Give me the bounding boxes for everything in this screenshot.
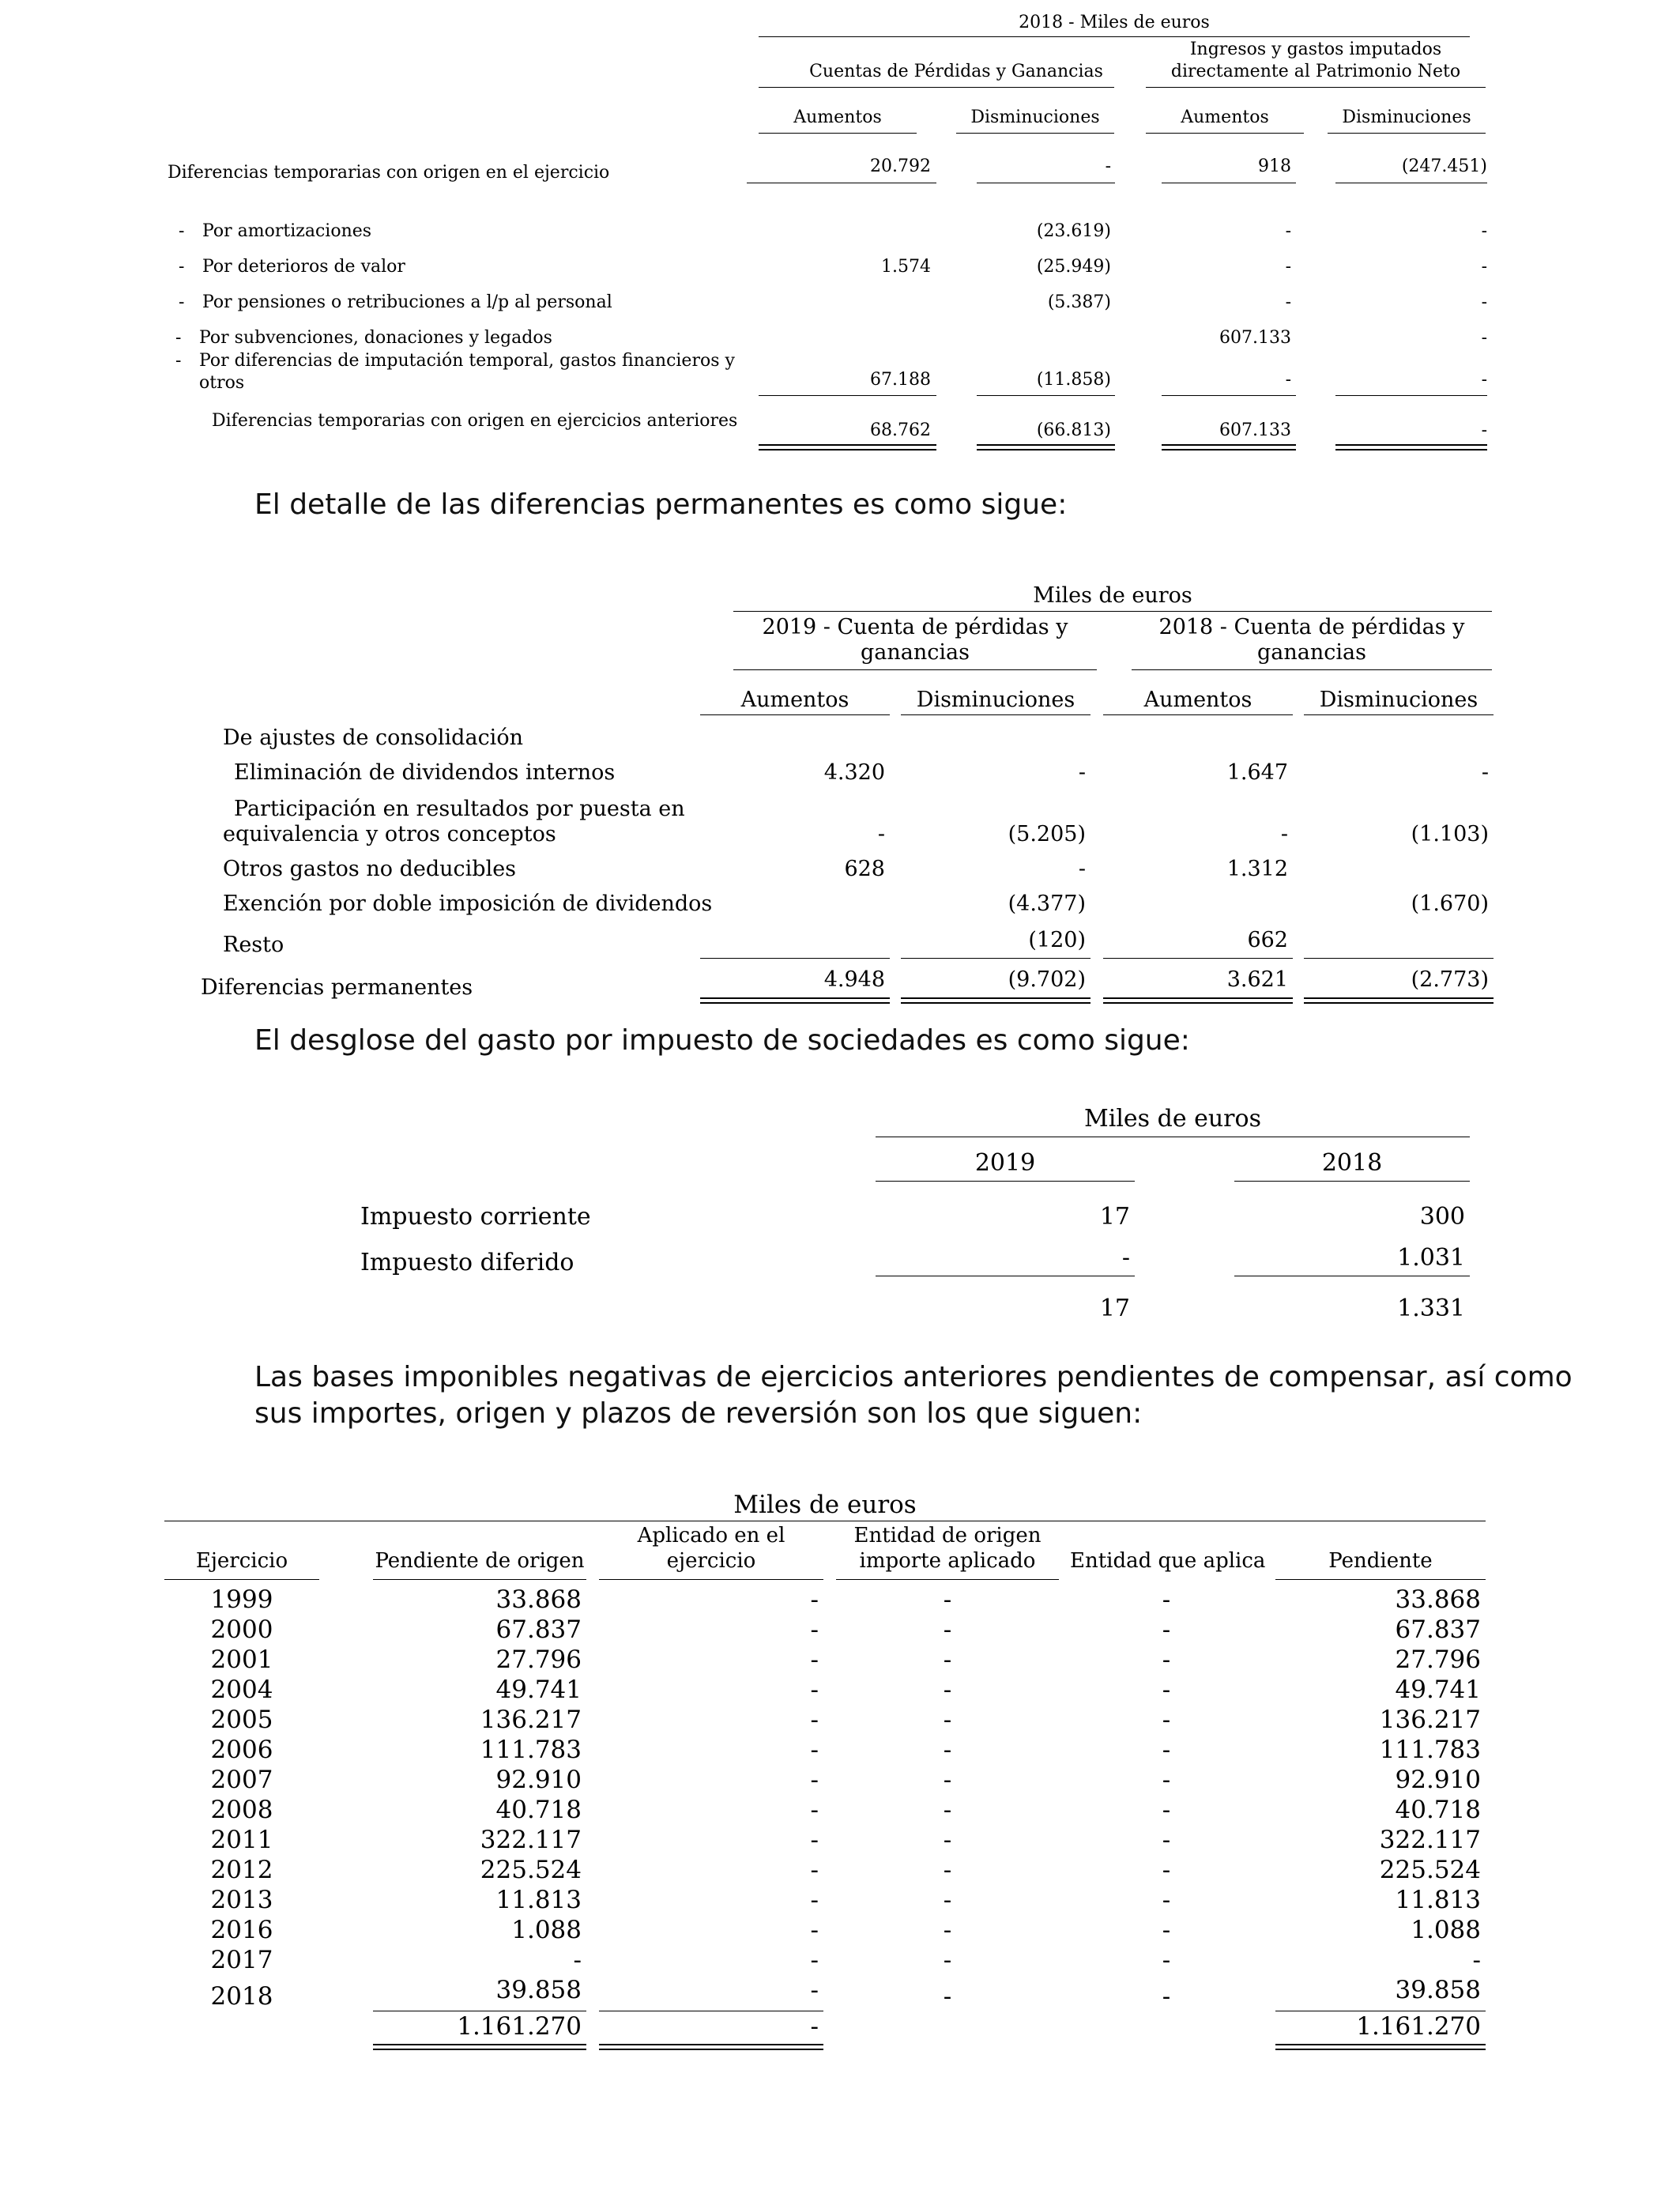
cell-pendiente: 33.868 [1395, 1585, 1481, 1614]
divider [1234, 1181, 1470, 1182]
cell-entidad-origen: - [943, 1585, 952, 1614]
cell: 20.792 [870, 156, 931, 176]
cell: - [1481, 257, 1487, 277]
cell-aplicado: - [810, 1736, 819, 1764]
cell-aplicado: - [810, 1826, 819, 1854]
col-aplicado: ejercicio [666, 1549, 756, 1573]
total-cell: 1.161.270 [457, 2012, 582, 2041]
cell-entidad-aplica: - [1162, 1676, 1171, 1704]
divider [1335, 395, 1487, 396]
table1-group-pn-2: directamente al Patrimonio Neto [1170, 62, 1461, 81]
cell: - [1481, 760, 1489, 785]
cell-aplicado: - [810, 1646, 819, 1674]
table1-group-pn-1: Ingresos y gastos imputados [1189, 40, 1442, 59]
table4-title: Miles de euros [733, 1491, 917, 1519]
divider [700, 958, 890, 959]
cell: (5.387) [1047, 292, 1111, 312]
row-label: Impuesto corriente [360, 1203, 591, 1231]
cell-entidad-origen: - [943, 1826, 952, 1854]
col-entidad-origen: Entidad de origen [853, 1524, 1042, 1547]
cell-pendiente: 49.741 [1395, 1676, 1481, 1704]
cell-ejercicio: 2001 [210, 1646, 273, 1674]
row-label: Por pensiones o retribuciones a l/p al personal [202, 292, 612, 312]
cell: 918 [1258, 156, 1291, 176]
cell-entidad-aplica: - [1162, 1585, 1171, 1614]
divider [1304, 958, 1494, 959]
cell: (23.619) [1036, 221, 1111, 241]
cell: (247.451) [1401, 156, 1487, 176]
divider [373, 1579, 586, 1580]
cell-aplicado: - [810, 1706, 819, 1734]
cell-ejercicio: 2007 [210, 1766, 273, 1794]
cell-ejercicio: 2008 [210, 1796, 273, 1824]
double-underline [1335, 444, 1487, 450]
cell-pendiente: 322.117 [1379, 1826, 1481, 1854]
col-pendiente: Pendiente [1328, 1549, 1433, 1573]
cell-pendiente: 111.783 [1379, 1736, 1481, 1764]
bullet: - [175, 351, 182, 371]
col-entidad-origen: importe aplicado [859, 1549, 1036, 1573]
bullet: - [179, 257, 185, 277]
col-aplicado: Aplicado en el [637, 1524, 785, 1547]
double-underline [373, 2044, 586, 2050]
divider [1132, 669, 1492, 670]
cell-pendiente-origen: 49.741 [495, 1676, 582, 1704]
cell-entidad-origen: - [943, 1856, 952, 1884]
cell-pendiente-origen: 67.837 [495, 1615, 582, 1644]
cell-pendiente-origen: 39.858 [495, 1976, 582, 2004]
divider [759, 36, 1470, 37]
cell: (120) [1028, 928, 1086, 952]
cell: - [1481, 420, 1487, 440]
cell-ejercicio: 2005 [210, 1706, 273, 1734]
double-underline [1103, 997, 1293, 1004]
cell-aplicado: - [810, 1676, 819, 1704]
double-underline [759, 444, 936, 450]
cell: - [1280, 822, 1288, 846]
col-aumentos: Aumentos [1143, 688, 1252, 712]
bullet: - [175, 328, 182, 348]
section-label: De ajustes de consolidación [223, 726, 523, 750]
row-label: Por amortizaciones [202, 221, 372, 241]
double-underline [700, 997, 890, 1004]
cell: - [1078, 760, 1086, 785]
cell: - [1078, 857, 1086, 881]
cell-aplicado: - [810, 1946, 819, 1974]
total-cell: 1.161.270 [1356, 2012, 1481, 2041]
row-label: Participación en resultados por puesta en [234, 797, 685, 821]
cell: - [1481, 370, 1487, 390]
cell-aplicado: - [810, 1916, 819, 1944]
cell-entidad-origen: - [943, 1736, 952, 1764]
divider [836, 1579, 1059, 1580]
row-label: Por diferencias de imputación temporal, gastos financieros y [199, 351, 735, 371]
cell: 3.621 [1226, 967, 1288, 992]
cell-aplicado: - [810, 1796, 819, 1824]
cell: - [1481, 221, 1487, 241]
cell: 607.133 [1219, 328, 1291, 348]
table2-title: Miles de euros [1033, 583, 1192, 608]
cell-entidad-aplica: - [1162, 1766, 1171, 1794]
cell-entidad-aplica: - [1162, 1886, 1171, 1914]
cell: - [1285, 370, 1291, 390]
cell-entidad-aplica: - [1162, 1646, 1171, 1674]
cell-pendiente: 92.910 [1395, 1766, 1481, 1794]
cell: 67.188 [870, 370, 931, 390]
divider [901, 958, 1090, 959]
cell-entidad-origen: - [943, 1916, 952, 1944]
cell-aplicado: - [810, 1856, 819, 1884]
cell-pendiente: 136.217 [1379, 1706, 1481, 1734]
cell-pendiente-origen: 11.813 [495, 1886, 582, 1914]
table1-title: 2018 - Miles de euros [1019, 13, 1210, 32]
divider [1304, 714, 1494, 715]
paragraph-gasto-impuesto: El desglose del gasto por impuesto de sociedades es como sigue: [254, 1024, 1190, 1057]
cell-ejercicio: 2006 [210, 1736, 273, 1764]
table1-group-pg: Cuentas de Pérdidas y Ganancias [809, 62, 1103, 81]
col-aumentos: Aumentos [793, 107, 882, 127]
divider [1146, 133, 1304, 134]
col-pendiente-origen: Pendiente de origen [375, 1549, 585, 1573]
cell: 1.574 [881, 257, 931, 277]
cell: - [1121, 1244, 1130, 1272]
cell-pendiente-origen: 33.868 [495, 1585, 582, 1614]
divider [759, 395, 936, 396]
col-2018: 2018 [1321, 1149, 1383, 1177]
cell-ejercicio: 2000 [210, 1615, 273, 1644]
divider [759, 133, 917, 134]
col-disminuciones: Disminuciones [1342, 107, 1471, 127]
cell-pendiente-origen: 40.718 [495, 1796, 582, 1824]
cell-entidad-origen: - [943, 1796, 952, 1824]
cell-pendiente-origen: - [573, 1946, 582, 1974]
cell: - [1285, 221, 1291, 241]
divider [599, 1579, 823, 1580]
divider [1162, 395, 1296, 396]
double-underline [901, 997, 1090, 1004]
divider [1275, 1579, 1486, 1580]
cell: (1.670) [1411, 892, 1489, 916]
cell-aplicado: - [810, 1886, 819, 1914]
divider [733, 669, 1097, 670]
cell: 300 [1419, 1203, 1465, 1231]
cell-ejercicio: 1999 [210, 1585, 273, 1614]
row-label: Eliminación de dividendos internos [234, 760, 616, 785]
cell-pendiente: 11.813 [1395, 1886, 1481, 1914]
cell-entidad-aplica: - [1162, 1826, 1171, 1854]
table2-group-2019: ganancias [861, 640, 970, 665]
cell-ejercicio: 2018 [210, 1982, 273, 2011]
cell-pendiente-origen: 111.783 [480, 1736, 582, 1764]
row-label: Diferencias temporarias con origen en ejercicios anteriores [212, 411, 738, 431]
cell-pendiente: 225.524 [1379, 1856, 1481, 1884]
cell-pendiente: 1.088 [1411, 1916, 1481, 1944]
cell-pendiente-origen: 92.910 [495, 1766, 582, 1794]
total-cell: 17 [1099, 1295, 1130, 1322]
table2-group-2018: 2018 - Cuenta de pérdidas y [1158, 615, 1465, 639]
cell-entidad-aplica: - [1162, 1946, 1171, 1974]
col-aumentos: Aumentos [1181, 107, 1269, 127]
cell-pendiente: 67.837 [1395, 1615, 1481, 1644]
cell-pendiente: 39.858 [1395, 1976, 1481, 2004]
col-ejercicio: Ejercicio [195, 1549, 288, 1573]
cell-ejercicio: 2016 [210, 1916, 273, 1944]
cell: 628 [844, 857, 885, 881]
cell-entidad-aplica: - [1162, 1736, 1171, 1764]
cell-aplicado: - [810, 1766, 819, 1794]
cell-ejercicio: 2004 [210, 1676, 273, 1704]
row-label: Otros gastos no deducibles [223, 857, 517, 881]
cell: 662 [1247, 928, 1288, 952]
divider [901, 714, 1090, 715]
cell-pendiente: 40.718 [1395, 1796, 1481, 1824]
cell: (9.702) [1008, 967, 1086, 992]
cell-entidad-origen: - [943, 1615, 952, 1644]
col-entidad-aplica: Entidad que aplica [1070, 1549, 1266, 1573]
paragraph-bases-imponibles-1: Las bases imponibles negativas de ejercicios anteriores pendientes de compensar, así como [254, 1361, 1573, 1393]
cell-ejercicio: 2017 [210, 1946, 273, 1974]
cell: - [1481, 292, 1487, 312]
cell-entidad-aplica: - [1162, 1916, 1171, 1944]
divider [977, 395, 1115, 396]
cell: (5.205) [1008, 822, 1086, 846]
row-label: equivalencia y otros conceptos [223, 822, 556, 846]
table2-group-2019: 2019 - Cuenta de pérdidas y [762, 615, 1068, 639]
cell-aplicado: - [810, 1585, 819, 1614]
col-disminuciones: Disminuciones [970, 107, 1100, 127]
cell-pendiente-origen: 322.117 [480, 1826, 582, 1854]
cell-entidad-origen: - [943, 1946, 952, 1974]
cell: - [1285, 292, 1291, 312]
cell: (2.773) [1411, 967, 1489, 992]
divider [733, 611, 1492, 612]
cell-entidad-aplica: - [1162, 1796, 1171, 1824]
cell: 4.320 [823, 760, 885, 785]
divider [956, 133, 1114, 134]
cell-pendiente-origen: 136.217 [480, 1706, 582, 1734]
row-label: Exención por doble imposición de dividendos [223, 892, 713, 916]
paragraph-bases-imponibles-2: sus importes, origen y plazos de reversión son los que siguen: [254, 1397, 1143, 1430]
table3-title: Miles de euros [1084, 1105, 1261, 1133]
col-disminuciones: Disminuciones [1319, 688, 1478, 712]
total-label: Diferencias permanentes [201, 975, 473, 1000]
cell: - [1481, 328, 1487, 348]
col-2019: 2019 [974, 1149, 1036, 1177]
cell-entidad-origen: - [943, 1646, 952, 1674]
row-label: Resto [223, 933, 284, 957]
divider [700, 714, 890, 715]
col-disminuciones: Disminuciones [916, 688, 1075, 712]
cell: - [877, 822, 885, 846]
cell: 1.312 [1226, 857, 1288, 881]
cell-entidad-aplica: - [1162, 1615, 1171, 1644]
table2-group-2018: ganancias [1257, 640, 1366, 665]
cell: - [1285, 257, 1291, 277]
bullet: - [179, 292, 185, 312]
divider [1328, 133, 1486, 134]
row-label: Impuesto diferido [360, 1249, 574, 1276]
cell-pendiente-origen: 225.524 [480, 1856, 582, 1884]
cell: - [1105, 156, 1111, 176]
cell: 17 [1099, 1203, 1130, 1231]
row-label: otros [199, 373, 245, 393]
cell-pendiente-origen: 27.796 [495, 1646, 582, 1674]
double-underline [1304, 997, 1494, 1004]
row-label: Diferencias temporarias con origen en el ejercicio [168, 163, 610, 183]
cell-ejercicio: 2011 [210, 1826, 273, 1854]
total-cell: - [810, 2012, 819, 2041]
divider [1103, 958, 1293, 959]
cell: (66.813) [1036, 420, 1111, 440]
cell-pendiente: 27.796 [1395, 1646, 1481, 1674]
col-aumentos: Aumentos [740, 688, 849, 712]
cell-entidad-origen: - [943, 1982, 952, 2011]
cell: 1.647 [1226, 760, 1288, 785]
cell: 68.762 [870, 420, 931, 440]
cell-ejercicio: 2012 [210, 1856, 273, 1884]
divider [759, 87, 1114, 88]
divider [1103, 714, 1293, 715]
cell: (25.949) [1036, 257, 1111, 277]
double-underline [977, 444, 1115, 450]
cell-entidad-origen: - [943, 1706, 952, 1734]
cell-aplicado: - [810, 1615, 819, 1644]
total-cell: 1.331 [1397, 1295, 1465, 1322]
cell-ejercicio: 2013 [210, 1886, 273, 1914]
cell: (11.858) [1036, 370, 1111, 390]
cell-pendiente-origen: 1.088 [511, 1916, 582, 1944]
cell-pendiente: - [1472, 1946, 1481, 1974]
paragraph-diferencias-permanentes: El detalle de las diferencias permanentes es como sigue: [254, 488, 1068, 521]
cell-aplicado: - [810, 1976, 819, 2004]
cell: (1.103) [1411, 822, 1489, 846]
divider [1146, 87, 1486, 88]
cell: 1.031 [1397, 1244, 1465, 1272]
row-label: Por deterioros de valor [202, 257, 405, 277]
cell: (4.377) [1008, 892, 1086, 916]
double-underline [1162, 444, 1296, 450]
bullet: - [179, 221, 185, 241]
cell: 4.948 [823, 967, 885, 992]
cell-entidad-origen: - [943, 1766, 952, 1794]
cell-entidad-aplica: - [1162, 1856, 1171, 1884]
cell-entidad-origen: - [943, 1886, 952, 1914]
cell-entidad-aplica: - [1162, 1982, 1171, 2011]
double-underline [599, 2044, 823, 2050]
double-underline [1275, 2044, 1486, 2050]
cell-entidad-origen: - [943, 1676, 952, 1704]
cell: 607.133 [1219, 420, 1291, 440]
row-label: Por subvenciones, donaciones y legados [199, 328, 552, 348]
cell-entidad-aplica: - [1162, 1706, 1171, 1734]
divider [876, 1181, 1135, 1182]
divider [164, 1579, 319, 1580]
